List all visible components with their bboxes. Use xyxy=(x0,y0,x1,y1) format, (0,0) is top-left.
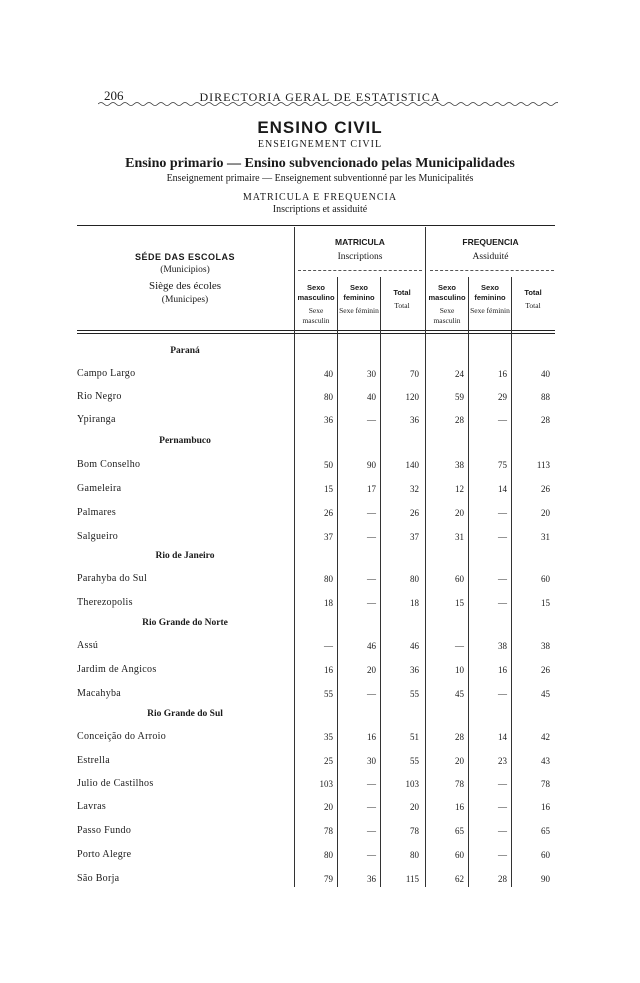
cell-value: — xyxy=(498,850,507,860)
cell-value: 65 xyxy=(541,826,550,836)
group-matricula: MATRICULA xyxy=(335,237,385,247)
cell-value: — xyxy=(367,779,376,789)
cell-value: — xyxy=(367,508,376,518)
cell-value: 20 xyxy=(455,508,464,518)
cell-value: 103 xyxy=(405,779,419,789)
row-place-name: Gameleira xyxy=(77,483,122,494)
cell-value: — xyxy=(367,826,376,836)
page-number: 206 xyxy=(104,88,124,103)
table-title: MATRICULA E FREQUENCIA xyxy=(242,192,398,203)
cell-value: 40 xyxy=(541,369,550,379)
section-heading: Rio Grande do Sul xyxy=(147,709,223,719)
cell-value: 31 xyxy=(541,532,550,542)
cell-value: 30 xyxy=(367,369,376,379)
cell-value: 36 xyxy=(410,665,419,675)
column-header-masc xyxy=(427,283,467,326)
table-title-fr: Inscriptions et assiduité xyxy=(272,204,368,215)
cell-value: 42 xyxy=(541,732,550,742)
cell-value: 18 xyxy=(410,598,419,608)
cell-value: 16 xyxy=(498,665,507,675)
row-place-name: Ypiranga xyxy=(77,414,116,425)
cell-value: 16 xyxy=(324,665,333,675)
row-head-pt: SÉDE DAS ESCOLAS xyxy=(134,252,236,262)
cell-value: 20 xyxy=(367,665,376,675)
cell-value: 15 xyxy=(455,598,464,608)
group-frequencia: FREQUENCIA xyxy=(462,237,519,247)
cell-value: 14 xyxy=(498,484,507,494)
cell-value: 12 xyxy=(455,484,464,494)
cell-value: 60 xyxy=(455,850,464,860)
column-header-fr: Sexe féminin xyxy=(339,306,379,315)
cell-value: 36 xyxy=(367,874,376,884)
cell-value: 60 xyxy=(541,850,550,860)
cell-value: 79 xyxy=(324,874,333,884)
cell-value: 62 xyxy=(455,874,464,884)
header-bottom-rule xyxy=(77,330,555,331)
main-title: ENSINO CIVIL xyxy=(257,118,383,137)
cell-value: 40 xyxy=(367,392,376,402)
cell-value: 45 xyxy=(455,689,464,699)
section-heading: Rio Grande do Norte xyxy=(142,618,228,628)
column-header-pt: Sexo masculino xyxy=(428,283,466,302)
cell-value: 36 xyxy=(324,415,333,425)
cell-value: 30 xyxy=(367,756,376,766)
cell-value: 24 xyxy=(455,369,464,379)
subtitle: Ensino primario — Ensino subvencionado pelas Municipalidades xyxy=(125,156,515,171)
cell-value: 43 xyxy=(541,756,550,766)
row-head-fr-sub: (Municipes) xyxy=(161,295,209,305)
cell-value: — xyxy=(367,415,376,425)
row-place-name: Estrella xyxy=(77,755,110,766)
row-place-name: São Borja xyxy=(77,873,120,884)
cell-value: 31 xyxy=(455,532,464,542)
cell-value: 78 xyxy=(324,826,333,836)
cell-value: — xyxy=(367,598,376,608)
cell-value: — xyxy=(498,689,507,699)
cell-value: 103 xyxy=(319,779,333,789)
column-header-pt: Sexo feminino xyxy=(474,283,506,302)
cell-value: — xyxy=(367,574,376,584)
cell-value: 25 xyxy=(324,756,333,766)
subtitle-fr: Enseignement primaire — Enseignement subventionné par les Municipalités xyxy=(166,173,474,184)
cell-value: 70 xyxy=(410,369,419,379)
column-header-fr: Sexe masculin xyxy=(302,306,330,325)
cell-value: 10 xyxy=(455,665,464,675)
cell-value: — xyxy=(367,850,376,860)
cell-value: — xyxy=(367,802,376,812)
cell-value: — xyxy=(324,641,333,651)
cell-value: — xyxy=(498,415,507,425)
cell-value: 35 xyxy=(324,732,333,742)
column-header-total xyxy=(382,283,422,311)
column-header-fr: Total xyxy=(525,301,541,310)
cell-value: 78 xyxy=(455,779,464,789)
cell-value: 65 xyxy=(455,826,464,836)
row-place-name: Lavras xyxy=(77,801,107,812)
row-place-name: Porto Alegre xyxy=(77,849,132,860)
cell-value: 16 xyxy=(367,732,376,742)
cell-value: 20 xyxy=(410,802,419,812)
cell-value: 120 xyxy=(405,392,419,402)
cell-value: — xyxy=(498,508,507,518)
cell-value: 113 xyxy=(536,460,550,470)
column-header-fem xyxy=(339,283,379,316)
cell-value: 80 xyxy=(410,574,419,584)
section-heading: Paraná xyxy=(170,346,200,356)
column-header-pt: Sexo masculino xyxy=(297,283,335,302)
row-place-name: Assú xyxy=(77,640,99,651)
cell-value: 55 xyxy=(410,689,419,699)
column-header-masc xyxy=(296,283,336,326)
cell-value: 20 xyxy=(541,508,550,518)
cell-value: 45 xyxy=(541,689,550,699)
cell-value: 28 xyxy=(455,732,464,742)
row-place-name: Therezopolis xyxy=(77,597,133,608)
cell-value: 115 xyxy=(405,874,419,884)
main-title-fr: ENSEIGNEMENT CIVIL xyxy=(257,139,383,150)
column-header-pt: Sexo feminino xyxy=(343,283,375,302)
cell-value: — xyxy=(498,598,507,608)
column-header-fr: Total xyxy=(394,301,410,310)
cell-value: — xyxy=(498,779,507,789)
cell-value: 15 xyxy=(324,484,333,494)
cell-value: — xyxy=(498,826,507,836)
row-place-name: Parahyba do Sul xyxy=(77,573,148,584)
cell-value: 36 xyxy=(410,415,419,425)
cell-value: 29 xyxy=(498,392,507,402)
group-underline-1 xyxy=(298,270,422,271)
section-heading: Rio de Janeiro xyxy=(155,551,215,561)
row-head-pt-sub: (Municipios) xyxy=(160,265,210,275)
cell-value: 28 xyxy=(541,415,550,425)
group-underline-2 xyxy=(430,270,554,271)
cell-value: 37 xyxy=(410,532,419,542)
row-place-name: Jardim de Angicos xyxy=(77,664,157,675)
cell-value: 46 xyxy=(367,641,376,651)
row-place-name: Palmares xyxy=(77,507,117,518)
cell-value: 37 xyxy=(324,532,333,542)
cell-value: 16 xyxy=(455,802,464,812)
cell-value: 26 xyxy=(541,665,550,675)
column-header-pt: Total xyxy=(524,288,542,297)
running-title: DIRECTORIA GERAL DE ESTATISTICA xyxy=(199,90,441,104)
group-frequencia-fr: Assiduité xyxy=(472,252,509,262)
cell-value: — xyxy=(498,802,507,812)
cell-value: 20 xyxy=(455,756,464,766)
column-header-pt: Total xyxy=(393,288,411,297)
row-place-name: Conceição do Arroio xyxy=(77,731,167,742)
row-place-name: Bom Conselho xyxy=(77,459,141,470)
cell-value: 75 xyxy=(498,460,507,470)
cell-value: 88 xyxy=(541,392,550,402)
row-place-name: Passo Fundo xyxy=(77,825,132,836)
cell-value: — xyxy=(498,574,507,584)
cell-value: 46 xyxy=(410,641,419,651)
cell-value: 80 xyxy=(324,850,333,860)
table-top-rule xyxy=(77,225,555,226)
cell-value: 80 xyxy=(410,850,419,860)
cell-value: 140 xyxy=(405,460,419,470)
cell-value: 90 xyxy=(367,460,376,470)
row-place-name: Salgueiro xyxy=(77,531,119,542)
cell-value: 78 xyxy=(541,779,550,789)
cell-value: 26 xyxy=(410,508,419,518)
cell-value: — xyxy=(498,532,507,542)
cell-value: 15 xyxy=(541,598,550,608)
cell-value: 28 xyxy=(498,874,507,884)
column-header-total xyxy=(513,283,553,311)
row-place-name: Julio de Castilhos xyxy=(77,778,154,789)
cell-value: 38 xyxy=(498,641,507,651)
header-bottom-rule-2 xyxy=(77,333,555,334)
cell-value: 90 xyxy=(541,874,550,884)
cell-value: 16 xyxy=(541,802,550,812)
cell-value: 32 xyxy=(410,484,419,494)
cell-value: 55 xyxy=(410,756,419,766)
cell-value: 18 xyxy=(324,598,333,608)
column-header-fr: Sexe masculin xyxy=(433,306,461,325)
column-header-fr: Sexe féminin xyxy=(470,306,510,315)
cell-value: 28 xyxy=(455,415,464,425)
cell-value: 38 xyxy=(541,641,550,651)
cell-value: 80 xyxy=(324,392,333,402)
cell-value: — xyxy=(367,532,376,542)
cell-value: 59 xyxy=(455,392,464,402)
cell-value: 55 xyxy=(324,689,333,699)
cell-value: 23 xyxy=(498,756,507,766)
cell-value: 26 xyxy=(541,484,550,494)
wavy-rule xyxy=(98,100,558,108)
cell-value: 17 xyxy=(367,484,376,494)
cell-value: 60 xyxy=(541,574,550,584)
cell-value: — xyxy=(455,641,464,651)
section-heading: Pernambuco xyxy=(159,436,211,446)
cell-value: 50 xyxy=(324,460,333,470)
column-header-fem xyxy=(470,283,510,316)
cell-value: 38 xyxy=(455,460,464,470)
cell-value: 14 xyxy=(498,732,507,742)
cell-value: 26 xyxy=(324,508,333,518)
row-place-name: Campo Largo xyxy=(77,368,136,379)
cell-value: 20 xyxy=(324,802,333,812)
cell-value: 60 xyxy=(455,574,464,584)
row-head-fr: Siège des écoles xyxy=(148,280,222,292)
row-place-name: Macahyba xyxy=(77,688,122,699)
cell-value: 51 xyxy=(410,732,419,742)
cell-value: 78 xyxy=(410,826,419,836)
cell-value: 40 xyxy=(324,369,333,379)
cell-value: 16 xyxy=(498,369,507,379)
cell-value: 80 xyxy=(324,574,333,584)
cell-value: — xyxy=(367,689,376,699)
group-matricula-fr: Inscriptions xyxy=(337,252,383,262)
row-place-name: Rio Negro xyxy=(77,391,122,402)
